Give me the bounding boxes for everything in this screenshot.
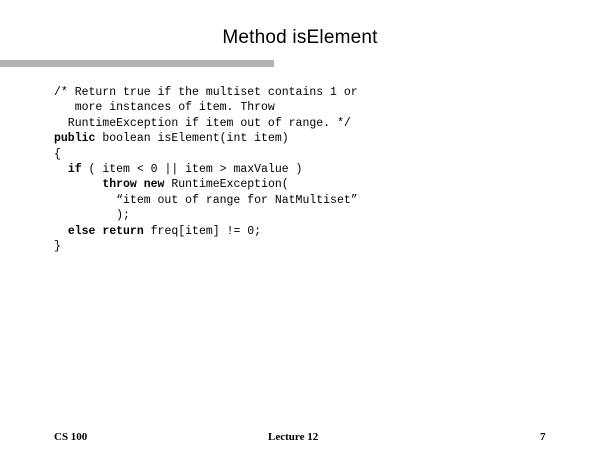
code-line (54, 177, 358, 192)
code-comment: /* Return true if the multiset contains 1 or (54, 86, 358, 99)
code-keyword: if (67, 163, 82, 177)
title-underline-bar (0, 60, 274, 67)
code-indent (54, 225, 68, 238)
code-keyword: new (143, 178, 165, 192)
code-indent (54, 178, 102, 191)
code-line (54, 239, 358, 254)
code-line (54, 162, 358, 177)
code-text (137, 178, 144, 191)
code-line (54, 224, 358, 239)
code-text: freq[item] != 0; (143, 224, 262, 238)
footer-lecture: Lecture 12 (268, 431, 319, 443)
code-indent (54, 163, 68, 176)
slide-title: Method isElement (222, 27, 378, 48)
code-text: ( item < 0 || item > maxValue ) (81, 163, 303, 177)
code-line (54, 208, 358, 223)
code-line (54, 131, 358, 146)
code-line (54, 100, 358, 115)
code-listing (54, 85, 358, 254)
code-text: boolean isElement(int item) (95, 132, 289, 146)
code-comment: RuntimeException if item out of range. */ (54, 116, 351, 130)
code-keyword: return (102, 224, 144, 238)
code-text: { (54, 147, 61, 161)
footer-page-number: 7 (540, 431, 546, 443)
code-line (54, 147, 358, 162)
code-keyword: public (54, 132, 96, 146)
code-keyword: else (67, 224, 96, 238)
code-keyword: throw (102, 178, 137, 192)
code-text: } (54, 240, 61, 254)
footer-course: CS 100 (54, 431, 88, 443)
code-string: “item out of range for NatMultiset” (54, 193, 358, 207)
code-line (54, 85, 358, 100)
code-text: ); (54, 209, 130, 223)
code-line (54, 193, 358, 208)
code-line (54, 116, 358, 131)
code-comment: more instances of item. Throw (54, 101, 275, 115)
code-text: RuntimeException( (164, 178, 289, 192)
